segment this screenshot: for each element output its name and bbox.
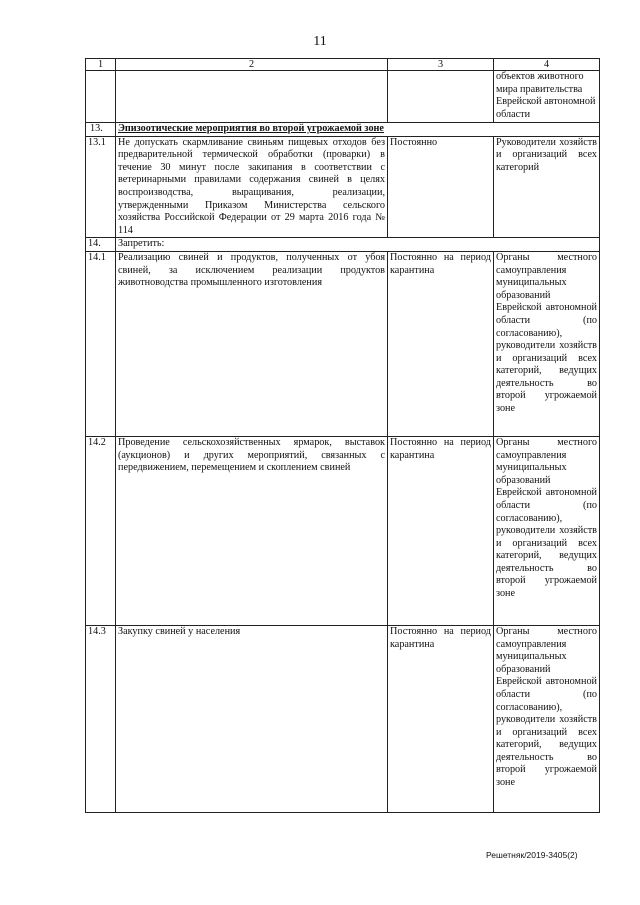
header-row [86, 59, 600, 71]
row-number: 13.1 [86, 136, 116, 238]
measure-text: Проведение сельскохозяйственных ярмарок, выставок (аукционов) и других мероприятий, связанных с передвижением, перемещением и скоплением свиней [116, 436, 388, 625]
row-number: 14. [86, 238, 116, 252]
section-row [86, 123, 600, 137]
section-row [86, 238, 600, 252]
measure-text: Закупку свиней у населения [116, 625, 388, 812]
document-reference: Решетняк/2019-3405(2) [486, 850, 578, 860]
table-row [86, 436, 600, 625]
header-col-3: 3 [388, 59, 494, 71]
measure-text: Не допускать скармливание свиньям пищевых отходов без предварительной термической обработки (проварки) в течение 30 минут после закипания в соответствии с ветеринарными правилами содержания свиней в целях воспроизводства, выращивания, реализации, утвержденными Приказом Министерства сельского хозяйства Российской Федерации от 29 марта 2016 года № 114 [116, 136, 388, 238]
table-row [86, 71, 600, 123]
table-row [86, 251, 600, 436]
table-row [86, 625, 600, 812]
term-cell: Постоянно на период карантина [388, 436, 494, 625]
measures-table [85, 58, 600, 813]
row-number: 14.3 [86, 625, 116, 812]
row-number: 13. [86, 123, 116, 137]
term-cell: Постоянно на период карантина [388, 251, 494, 436]
header-col-2: 2 [116, 59, 388, 71]
row-number: 14.2 [86, 436, 116, 625]
page-number: 11 [313, 34, 327, 49]
header-col-4: 4 [494, 59, 600, 71]
section-title: Запретить: [116, 238, 600, 252]
table-row [86, 136, 600, 238]
section-title: Эпизоотические мероприятия во второй угрожаемой зоне [116, 123, 600, 137]
row-number: 14.1 [86, 251, 116, 436]
responsible-cell: Органы местного самоуправления муниципальных образований Еврейской автономной области (по согласованию), руководители хозяйств и организаций всех категорий, ведущих деятельность во второй угрожаемой зоне [494, 436, 600, 625]
term-cell: Постоянно [388, 136, 494, 238]
term-cell: Постоянно на период карантина [388, 625, 494, 812]
responsible-cell: объектов животного мира правительства Еврейской автономной области [494, 71, 600, 123]
responsible-cell: Руководители хозяйств и организаций всех категорий [494, 136, 600, 238]
measure-text: Реализацию свиней и продуктов, полученных от убоя свиней, за исключением реализации продуктов животноводства промышленного изготовления [116, 251, 388, 436]
header-col-1: 1 [86, 59, 116, 71]
responsible-cell: Органы местного самоуправления муниципальных образований Еврейской автономной области (по согласованию), руководители хозяйств и организаций всех категорий, ведущих деятельность во второй угрожаемой зоне [494, 251, 600, 436]
responsible-cell: Органы местного самоуправления муниципальных образований Еврейской автономной области (по согласованию), руководители хозяйств и организаций всех категорий, ведущих деятельность во второй угрожаемой зоне [494, 625, 600, 812]
